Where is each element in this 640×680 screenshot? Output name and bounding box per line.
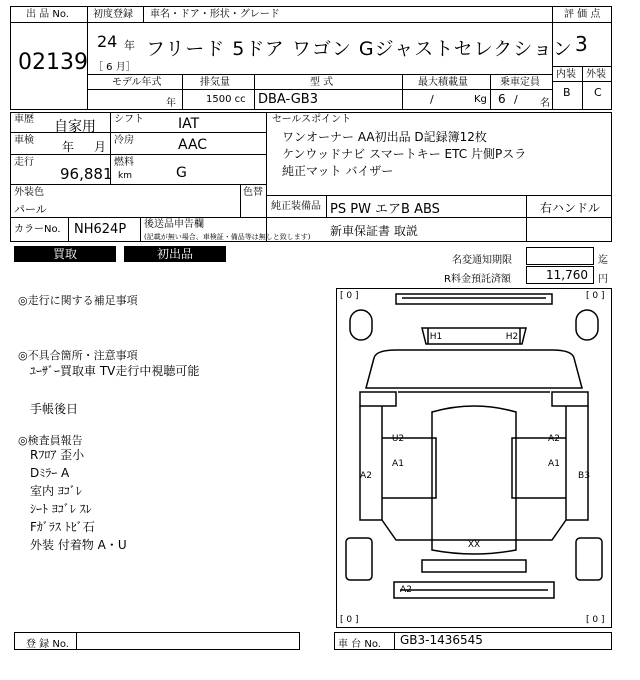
damage-label: H1 [429,332,443,342]
color-label: 外装色 [14,187,44,198]
corner-mark-bl: [ 0 ] [340,615,359,625]
chassis-label: 車 台 No. [338,639,381,650]
damage-label: B3 [578,471,590,481]
inspector-line-2: Dﾐﾗｰ A [30,466,70,480]
defect-title: ◎不具合箇所・注意事項 [18,349,138,362]
name-change-box [526,247,594,265]
damage-label: XX [467,540,481,550]
name-change-label: 名変通知期限 [452,255,512,266]
max-load-label: 最大積載量 [418,77,468,88]
interior-label: 内装 [556,69,576,80]
mileage-label: 走行 [14,157,34,168]
corner-mark-tr: [ 0 ] [586,291,605,301]
history-value: 自家用 [54,119,96,135]
max-load-unit: Kg [474,94,487,105]
damage-label: A1 [548,459,560,469]
name-change-unit: 迄 [598,255,608,266]
recycle-unit: 円 [598,274,608,285]
standard-equip-value: PS PW エアB ABS [330,202,440,217]
ac-label: 冷房 [114,135,134,146]
max-load-sep: / [430,93,434,106]
model-year-label: モデル年式 [112,77,162,88]
lot-number: 02139 [18,50,88,75]
ac-value: AAC [178,137,208,153]
inspection-month: 月 [94,140,107,154]
inspector-title: ◎検査員報告 [18,434,83,447]
first-listing-badge: 初出品 [124,246,226,262]
color-change-label: 色替 [243,187,263,198]
type-value: DBA-GB3 [258,92,318,107]
sales-point-label: セールスポイント [272,114,352,125]
damage-label: U2 [391,434,405,444]
reg-label: 登 録 No. [26,639,69,650]
first-reg-year-unit: 年 [124,39,135,52]
inspector-line-1: Rﾌﾛｱ 歪小 [30,448,85,462]
capacity-unit: 名 [540,98,550,109]
car-name: フリード 5ドア ワゴン Gジャストセレクション [146,38,573,60]
inspection-label: 車検 [14,135,34,146]
defect-line-1: ﾕｰｻﾞｰ買取車 TV走行中視聴可能 [30,364,200,378]
damage-label: A2 [548,434,560,444]
fuel-label: 燃料 [114,157,134,168]
color-value: パール [14,203,47,216]
color-no-label: カラーNo. [14,224,61,235]
damage-label: A1 [392,459,404,469]
chassis-number: GB3-1436545 [400,633,483,647]
retrofit-label: 後送品申告欄 [144,219,204,230]
inspector-line-4: ｼｰﾄ ﾖｺﾞﾚ ｽﾚ [30,502,92,516]
capacity-label: 乗車定員 [500,77,540,88]
standard-equip-label: 純正装備品 [271,201,321,212]
damage-label: H2 [505,332,519,342]
defect-line-3: 手帳後日 [30,402,79,416]
retrofit-note: (記載が無い場合、車検証・備品等は無しと致します) [144,233,311,241]
capacity-value: 6 [498,92,506,106]
buy-badge: 買取 [14,246,116,262]
displacement-label: 排気量 [200,77,230,88]
first-reg-year: 24 [97,32,118,51]
inspector-line-3: 室内 ﾖｺﾞﾚ [30,484,82,498]
inspector-line-6: 外装 付着物 A・U [30,538,127,552]
rating-value: 3 [575,32,588,56]
exterior-label: 外装 [586,69,606,80]
sales-point-3: 純正マット バイザー [282,164,394,178]
shift-label: シフト [114,114,144,125]
warranty-value: 新車保証書 取説 [330,224,418,238]
interior-grade: B [563,86,571,99]
exterior-grade: C [594,86,602,99]
recycle-label: R料金預託済額 [444,274,511,285]
supplement-title: ◎走行に関する補足事項 [18,294,138,307]
history-label: 車歴 [14,114,34,125]
mileage-unit: km [118,171,132,181]
damage-diagram [336,288,612,628]
sales-point-1: ワンオーナー AA初出品 D記録簿12枚 [282,130,487,144]
corner-mark-tl: [ 0 ] [340,291,359,301]
inspector-line-5: Fｶﾞﾗｽ ﾄﾋﾞ石 [30,520,95,534]
first-reg-month: ［ 6 月］ [93,62,136,73]
fuel-value: G [176,165,187,181]
damage-label: A2 [400,585,412,595]
model-year-unit: 年 [166,98,176,109]
rating-label: 評 価 点 [564,9,601,20]
displacement-value: 1500 cc [206,94,246,105]
damage-label: A2 [360,471,372,481]
corner-mark-br: [ 0 ] [586,615,605,625]
recycle-value: 11,760 [546,268,588,282]
color-no-value: NH624P [74,222,127,237]
capacity-sep: / [514,93,518,106]
lot-label: 出 品 No. [26,9,69,20]
car-name-label: 車名・ドア・形状・グレード [150,9,280,20]
inspection-year: 年 [62,140,75,154]
handle-value: 右ハンドル [540,201,601,215]
shift-value: IAT [178,116,200,132]
sales-point-2: ケンウッドナビ スマートキー ETC 片側Pスラ [282,147,527,161]
type-label: 型 式 [310,77,334,88]
first-reg-label: 初度登録 [93,9,133,20]
mileage-value: 96,881 [60,165,113,183]
